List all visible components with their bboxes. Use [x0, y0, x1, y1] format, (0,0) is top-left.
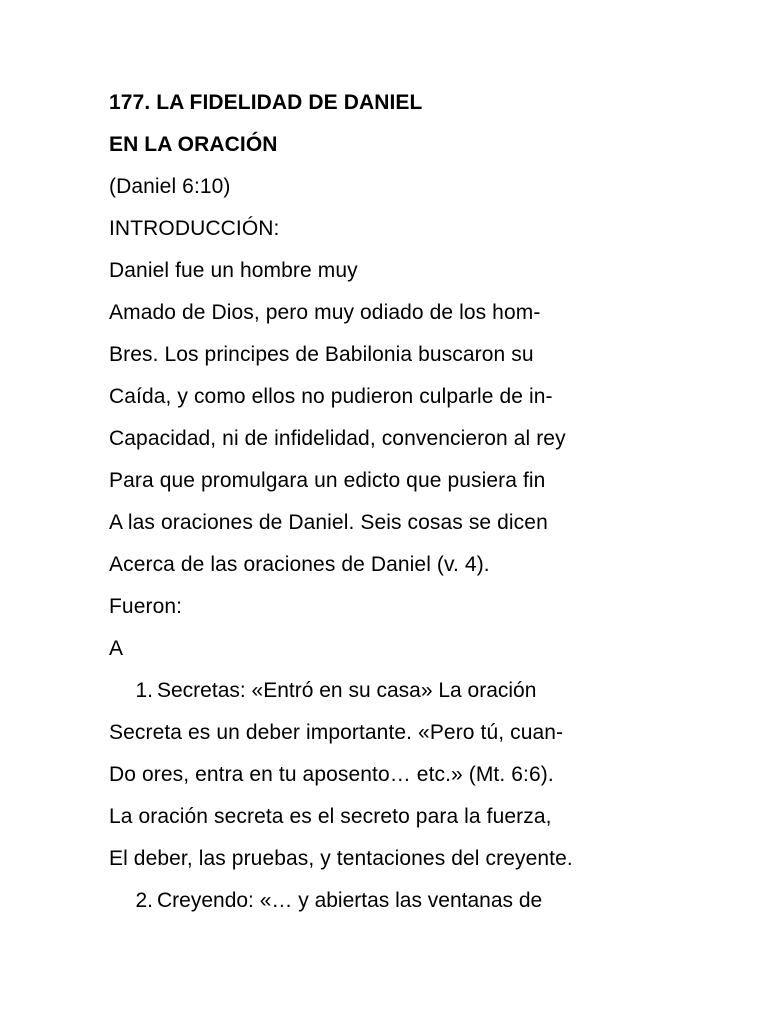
body-line: Para que promulgara un edicto que pusiera fin	[109, 469, 546, 492]
list-item-number: 2.	[135, 889, 153, 912]
title-line-2: EN LA ORACIÓN	[109, 133, 278, 156]
body-line: Amado de Dios, pero muy odiado de los hom-	[109, 301, 541, 324]
body-line: Capacidad, ni de infidelidad, convencieron al rey	[109, 427, 566, 450]
item1-line: La oración secreta es el secreto para la fuerza,	[109, 805, 552, 828]
title-line-1: 177. LA FIDELIDAD DE DANIEL	[109, 91, 423, 114]
body-line: Fueron:	[109, 595, 183, 618]
list-item-text: Creyendo: «… y abiertas las ventanas de	[157, 889, 543, 912]
body-line: A las oraciones de Daniel. Seis cosas se dicen	[109, 511, 548, 534]
body-line: A	[109, 637, 124, 660]
list-item-number: 1.	[135, 679, 153, 702]
list-item-1	[109, 678, 536, 704]
scripture-reference: (Daniel 6:10)	[109, 175, 231, 198]
item1-line: Secreta es un deber importante. «Pero tú, cuan-	[109, 721, 564, 744]
list-item-text: Secretas: «Entró en su casa» La oración	[157, 679, 537, 702]
item1-line: El deber, las pruebas, y tentaciones del creyente.	[109, 847, 573, 870]
intro-heading: INTRODUCCIÓN:	[109, 217, 280, 240]
list-item-2	[109, 888, 542, 914]
body-line: Acerca de las oraciones de Daniel (v. 4).	[109, 553, 490, 576]
item1-line: Do ores, entra en tu aposento… etc.» (Mt. 6:6).	[109, 763, 554, 786]
body-line: Daniel fue un hombre muy	[109, 259, 358, 282]
body-line: Caída, y como ellos no pudieron culparle de in-	[109, 385, 553, 408]
body-line: Bres. Los principes de Babilonia buscaron su	[109, 343, 534, 366]
